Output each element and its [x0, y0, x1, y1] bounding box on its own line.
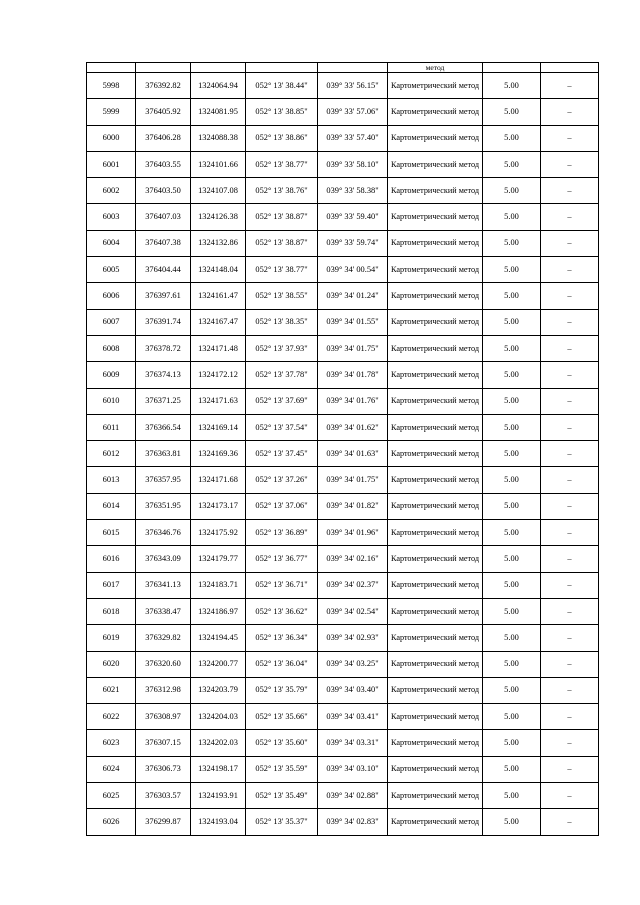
cell-x: 376371.25 [136, 388, 191, 414]
cell-lat: 052° 13' 37.54" [246, 414, 318, 440]
table-row [87, 493, 599, 519]
cell-lon: 039° 34' 01.75" [318, 467, 388, 493]
cell-lat: 052° 13' 35.49" [246, 783, 318, 809]
cell-num: 6001 [87, 151, 136, 177]
table-row [87, 73, 599, 99]
cell-num: 6011 [87, 414, 136, 440]
cell-note: – [541, 335, 599, 361]
table-row [87, 520, 599, 546]
cell-lon: 039° 34' 03.41" [318, 704, 388, 730]
cell-y: 1324064.94 [191, 73, 246, 99]
cell-lon: 039° 34' 01.63" [318, 441, 388, 467]
cell-num: 6023 [87, 730, 136, 756]
cell-method: Картометрический метод [388, 151, 483, 177]
cell-accuracy: 5.00 [483, 441, 541, 467]
cell-y: 1324193.91 [191, 783, 246, 809]
cell-accuracy: 5.00 [483, 520, 541, 546]
cell-accuracy: 5.00 [483, 257, 541, 283]
cell-lon: 039° 33' 58.10" [318, 151, 388, 177]
cell-y: 1324186.97 [191, 598, 246, 624]
cell-num: 6008 [87, 335, 136, 361]
cell-note: – [541, 125, 599, 151]
cell-num: 6020 [87, 651, 136, 677]
cell-y: 1324204.03 [191, 704, 246, 730]
cell-note: – [541, 809, 599, 835]
cell-lon: 039° 34' 02.88" [318, 783, 388, 809]
cell-note: – [541, 730, 599, 756]
cell-lon: 039° 34' 03.25" [318, 651, 388, 677]
cell-y: 1324175.92 [191, 520, 246, 546]
cell-lon: 039° 33' 58.38" [318, 178, 388, 204]
cell-note: – [541, 414, 599, 440]
table-row [87, 362, 599, 388]
table-row [87, 783, 599, 809]
cell-y: 1324101.66 [191, 151, 246, 177]
cell-method: Картометрический метод [388, 309, 483, 335]
cell-x: 376405.92 [136, 99, 191, 125]
cell-note: – [541, 309, 599, 335]
cell-num: 6026 [87, 809, 136, 835]
cell-y: 1324081.95 [191, 99, 246, 125]
cell-y: 1324171.68 [191, 467, 246, 493]
cell-note: – [541, 704, 599, 730]
cell-note: – [541, 572, 599, 598]
table-row [87, 204, 599, 230]
cell-x: 376404.44 [136, 257, 191, 283]
cell-lon: 039° 34' 01.78" [318, 362, 388, 388]
cell-y: 1324167.47 [191, 309, 246, 335]
cell-note: – [541, 204, 599, 230]
cell-lat: 052° 13' 38.55" [246, 283, 318, 309]
cell-lat: 052° 13' 36.77" [246, 546, 318, 572]
table-row [87, 572, 599, 598]
cell-x: 376374.13 [136, 362, 191, 388]
cell-lat: 052° 13' 37.93" [246, 335, 318, 361]
cell-accuracy: 5.00 [483, 335, 541, 361]
cell-lat: 052° 13' 36.04" [246, 651, 318, 677]
cell-lon: 039° 33' 57.40" [318, 125, 388, 151]
cell-x [136, 63, 191, 73]
cell-y: 1324126.38 [191, 204, 246, 230]
cell-accuracy: 5.00 [483, 414, 541, 440]
cell-lon: 039° 34' 00.54" [318, 257, 388, 283]
cell-accuracy: 5.00 [483, 151, 541, 177]
cell-lat: 052° 13' 37.69" [246, 388, 318, 414]
cell-method: Картометрический метод [388, 783, 483, 809]
table-row [87, 809, 599, 835]
cell-method: Картометрический метод [388, 257, 483, 283]
cell-accuracy: 5.00 [483, 99, 541, 125]
cell-lat: 052° 13' 38.76" [246, 178, 318, 204]
cell-x: 376338.47 [136, 598, 191, 624]
cell-lat: 052° 13' 35.60" [246, 730, 318, 756]
cell-y: 1324193.04 [191, 809, 246, 835]
table-row [87, 230, 599, 256]
table-row [87, 546, 599, 572]
cell-lon: 039° 34' 02.16" [318, 546, 388, 572]
cell-lat: 052° 13' 35.59" [246, 756, 318, 782]
cell-note: – [541, 388, 599, 414]
cell-note: – [541, 257, 599, 283]
table-row [87, 283, 599, 309]
cell-num [87, 63, 136, 73]
cell-lat: 052° 13' 37.26" [246, 467, 318, 493]
cell-note: – [541, 283, 599, 309]
cell-method: Картометрический метод [388, 73, 483, 99]
table-row [87, 257, 599, 283]
cell-num: 6022 [87, 704, 136, 730]
cell-accuracy: 5.00 [483, 125, 541, 151]
cell-note: – [541, 783, 599, 809]
table-row [87, 651, 599, 677]
table-row [87, 625, 599, 651]
cell-x: 376312.98 [136, 677, 191, 703]
cell-note: – [541, 178, 599, 204]
cell-lon: 039° 34' 01.24" [318, 283, 388, 309]
cell-num: 6015 [87, 520, 136, 546]
cell-accuracy: 5.00 [483, 362, 541, 388]
cell-x: 376320.60 [136, 651, 191, 677]
cell-method: Картометрический метод [388, 651, 483, 677]
cell-lon: 039° 34' 03.31" [318, 730, 388, 756]
table-row [87, 414, 599, 440]
cell-note: – [541, 73, 599, 99]
cell-x: 376366.54 [136, 414, 191, 440]
cell-method: Картометрический метод [388, 546, 483, 572]
cell-accuracy: 5.00 [483, 73, 541, 99]
cell-lon: 039° 34' 01.75" [318, 335, 388, 361]
cell-x: 376392.82 [136, 73, 191, 99]
cell-x: 376351.95 [136, 493, 191, 519]
cell-y: 1324132.86 [191, 230, 246, 256]
table-row [87, 467, 599, 493]
cell-method: Картометрический метод [388, 572, 483, 598]
cell-num: 6002 [87, 178, 136, 204]
cell-x: 376343.09 [136, 546, 191, 572]
cell-accuracy: 5.00 [483, 625, 541, 651]
cell-lon: 039° 34' 01.96" [318, 520, 388, 546]
cell-lat: 052° 13' 38.35" [246, 309, 318, 335]
cell-accuracy [483, 63, 541, 73]
cell-accuracy: 5.00 [483, 651, 541, 677]
cell-y: 1324173.17 [191, 493, 246, 519]
cell-num: 6014 [87, 493, 136, 519]
cell-x: 376307.15 [136, 730, 191, 756]
table-row [87, 309, 599, 335]
cell-lon: 039° 34' 01.55" [318, 309, 388, 335]
cell-note: – [541, 546, 599, 572]
cell-lat: 052° 13' 37.45" [246, 441, 318, 467]
cell-method: Картометрический метод [388, 809, 483, 835]
cell-note: – [541, 625, 599, 651]
cell-num: 6005 [87, 257, 136, 283]
cell-num: 6021 [87, 677, 136, 703]
cell-x: 376306.73 [136, 756, 191, 782]
cell-num: 6006 [87, 283, 136, 309]
cell-method: Картометрический метод [388, 704, 483, 730]
cell-lon: 039° 34' 01.76" [318, 388, 388, 414]
cell-lon: 039° 34' 02.93" [318, 625, 388, 651]
cell-method: метод [388, 63, 483, 73]
cell-lon: 039° 33' 56.15" [318, 73, 388, 99]
table-row [87, 178, 599, 204]
cell-note: – [541, 756, 599, 782]
cell-num: 6012 [87, 441, 136, 467]
cell-lat: 052° 13' 37.06" [246, 493, 318, 519]
cell-note: – [541, 651, 599, 677]
cell-num: 6017 [87, 572, 136, 598]
cell-x: 376346.76 [136, 520, 191, 546]
cell-method: Картометрический метод [388, 335, 483, 361]
continued-row [87, 63, 599, 73]
cell-y: 1324198.17 [191, 756, 246, 782]
cell-method: Картометрический метод [388, 414, 483, 440]
cell-method: Картометрический метод [388, 99, 483, 125]
cell-accuracy: 5.00 [483, 230, 541, 256]
cell-method: Картометрический метод [388, 362, 483, 388]
cell-accuracy: 5.00 [483, 783, 541, 809]
cell-y: 1324194.45 [191, 625, 246, 651]
cell-note: – [541, 677, 599, 703]
cell-num: 6010 [87, 388, 136, 414]
table-row [87, 388, 599, 414]
cell-x: 376407.03 [136, 204, 191, 230]
cell-y: 1324172.12 [191, 362, 246, 388]
cell-y: 1324161.47 [191, 283, 246, 309]
cell-lat: 052° 13' 38.87" [246, 230, 318, 256]
cell-note: – [541, 467, 599, 493]
cell-num: 6007 [87, 309, 136, 335]
cell-lat: 052° 13' 38.77" [246, 257, 318, 283]
cell-lat: 052° 13' 38.44" [246, 73, 318, 99]
cell-num: 5998 [87, 73, 136, 99]
cell-y: 1324088.38 [191, 125, 246, 151]
cell-lon: 039° 33' 59.74" [318, 230, 388, 256]
table-row [87, 730, 599, 756]
cell-y: 1324200.77 [191, 651, 246, 677]
cell-method: Картометрический метод [388, 230, 483, 256]
cell-accuracy: 5.00 [483, 598, 541, 624]
cell-method: Картометрический метод [388, 178, 483, 204]
cell-x: 376378.72 [136, 335, 191, 361]
cell-num: 6003 [87, 204, 136, 230]
cell-x: 376329.82 [136, 625, 191, 651]
cell-method: Картометрический метод [388, 520, 483, 546]
cell-lon: 039° 33' 57.06" [318, 99, 388, 125]
cell-method: Картометрический метод [388, 204, 483, 230]
cell-lon: 039° 34' 01.82" [318, 493, 388, 519]
table-row [87, 704, 599, 730]
cell-lat: 052° 13' 36.71" [246, 572, 318, 598]
cell-lon: 039° 34' 02.83" [318, 809, 388, 835]
cell-lon [318, 63, 388, 73]
cell-num: 6018 [87, 598, 136, 624]
cell-method: Картометрический метод [388, 625, 483, 651]
cell-lat [246, 63, 318, 73]
cell-y: 1324171.63 [191, 388, 246, 414]
cell-lat: 052° 13' 36.89" [246, 520, 318, 546]
cell-accuracy: 5.00 [483, 756, 541, 782]
cell-lat: 052° 13' 38.85" [246, 99, 318, 125]
cell-lat: 052° 13' 37.78" [246, 362, 318, 388]
cell-accuracy: 5.00 [483, 677, 541, 703]
cell-num: 6025 [87, 783, 136, 809]
cell-method: Картометрический метод [388, 756, 483, 782]
cell-accuracy: 5.00 [483, 809, 541, 835]
cell-accuracy: 5.00 [483, 467, 541, 493]
cell-lon: 039° 34' 03.40" [318, 677, 388, 703]
cell-method: Картометрический метод [388, 598, 483, 624]
cell-x: 376341.13 [136, 572, 191, 598]
cell-x: 376391.74 [136, 309, 191, 335]
cell-method: Картометрический метод [388, 730, 483, 756]
cell-lat: 052° 13' 35.37" [246, 809, 318, 835]
cell-y: 1324169.14 [191, 414, 246, 440]
cell-lat: 052° 13' 35.66" [246, 704, 318, 730]
cell-method: Картометрический метод [388, 125, 483, 151]
cell-accuracy: 5.00 [483, 283, 541, 309]
cell-num: 6000 [87, 125, 136, 151]
cell-method: Картометрический метод [388, 467, 483, 493]
cell-y: 1324183.71 [191, 572, 246, 598]
table-row [87, 99, 599, 125]
cell-method: Картометрический метод [388, 493, 483, 519]
cell-num: 6004 [87, 230, 136, 256]
cell-lat: 052° 13' 35.79" [246, 677, 318, 703]
cell-y: 1324148.04 [191, 257, 246, 283]
cell-note: – [541, 99, 599, 125]
cell-num: 6024 [87, 756, 136, 782]
cell-y: 1324169.36 [191, 441, 246, 467]
table-row [87, 598, 599, 624]
cell-accuracy: 5.00 [483, 178, 541, 204]
cell-x: 376403.50 [136, 178, 191, 204]
cell-lat: 052° 13' 36.34" [246, 625, 318, 651]
cell-x: 376308.97 [136, 704, 191, 730]
cell-note [541, 63, 599, 73]
cell-note: – [541, 362, 599, 388]
cell-method: Картометрический метод [388, 388, 483, 414]
cell-method: Картометрический метод [388, 677, 483, 703]
table-row [87, 125, 599, 151]
cell-lon: 039° 34' 01.62" [318, 414, 388, 440]
cell-y: 1324203.79 [191, 677, 246, 703]
cell-y: 1324179.77 [191, 546, 246, 572]
cell-x: 376303.57 [136, 783, 191, 809]
cell-lon: 039° 33' 59.40" [318, 204, 388, 230]
cell-y: 1324107.08 [191, 178, 246, 204]
cell-accuracy: 5.00 [483, 572, 541, 598]
cell-accuracy: 5.00 [483, 704, 541, 730]
table-row [87, 677, 599, 703]
cell-x: 376397.61 [136, 283, 191, 309]
cell-x: 376363.81 [136, 441, 191, 467]
cell-y: 1324171.48 [191, 335, 246, 361]
cell-note: – [541, 151, 599, 177]
cell-x: 376299.87 [136, 809, 191, 835]
cell-lat: 052° 13' 38.87" [246, 204, 318, 230]
cell-lat: 052° 13' 36.62" [246, 598, 318, 624]
cell-x: 376406.28 [136, 125, 191, 151]
cell-y: 1324202.03 [191, 730, 246, 756]
cell-accuracy: 5.00 [483, 204, 541, 230]
cell-lon: 039° 34' 03.10" [318, 756, 388, 782]
cell-num: 6016 [87, 546, 136, 572]
cell-accuracy: 5.00 [483, 730, 541, 756]
cell-x: 376403.55 [136, 151, 191, 177]
cell-note: – [541, 441, 599, 467]
cell-lat: 052° 13' 38.86" [246, 125, 318, 151]
cell-accuracy: 5.00 [483, 388, 541, 414]
cell-num: 6019 [87, 625, 136, 651]
cell-method: Картометрический метод [388, 283, 483, 309]
cell-method: Картометрический метод [388, 441, 483, 467]
cell-num: 6009 [87, 362, 136, 388]
cell-note: – [541, 230, 599, 256]
table-row [87, 441, 599, 467]
cell-lon: 039° 34' 02.54" [318, 598, 388, 624]
cell-accuracy: 5.00 [483, 546, 541, 572]
coordinates-table [86, 62, 599, 836]
cell-y [191, 63, 246, 73]
cell-x: 376357.95 [136, 467, 191, 493]
cell-num: 5999 [87, 99, 136, 125]
cell-lat: 052° 13' 38.77" [246, 151, 318, 177]
table-row [87, 151, 599, 177]
cell-note: – [541, 493, 599, 519]
table-body [87, 63, 599, 836]
cell-num: 6013 [87, 467, 136, 493]
cell-x: 376407.38 [136, 230, 191, 256]
cell-note: – [541, 598, 599, 624]
cell-note: – [541, 520, 599, 546]
cell-lon: 039° 34' 02.37" [318, 572, 388, 598]
cell-accuracy: 5.00 [483, 493, 541, 519]
table-row [87, 335, 599, 361]
table-row [87, 756, 599, 782]
cell-accuracy: 5.00 [483, 309, 541, 335]
